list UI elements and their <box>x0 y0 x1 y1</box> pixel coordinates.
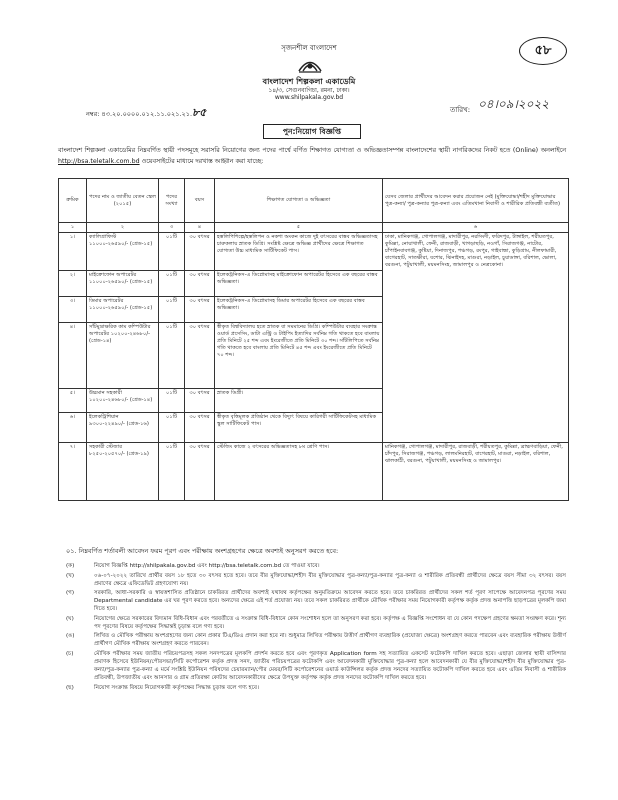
row-serial: ১। <box>59 233 87 271</box>
org-address: ১৪/৩, সেগুনবাগিচা, রমনা, ঢাকা। <box>268 87 350 94</box>
date-value: ০৪।০৯।২০২২ <box>478 97 549 111</box>
row-qualification: হস্তলিপিশিল্পে/হস্তলিপন ও নকশা অংকন কাজে দুই বৎসরের বাস্তব অভিজ্ঞতাসহ চারুকলায় স্নাতক ডিগ্রি। সংশ্লিষ্ট ক্ষেত্রে অভিজ্ঞ প্রার্থীদের ক্ষেত্রে শিক্ষাগত যোগ্যতা উচ্চ মাধ্যমিক সার্টিফিকেট পাস। <box>215 233 383 271</box>
row-count: ০১টি <box>159 389 185 413</box>
teletalk-link[interactable]: http://bsa.teletalk.com.bd <box>58 158 140 165</box>
table-row <box>59 233 569 271</box>
condition-item <box>66 589 566 613</box>
districts-group-2: মানিকগঞ্জ, গোপালগঞ্জ, মাদারীপুর, রাজবাড়ী, শরীয়তপুর, কুমিল্লা, ব্রাহ্মণবাড়িয়া, ফেনী, চাঁদপুর, সিরাজগঞ্জ, পঞ্চগড়, লালমনিরহাট, বাগেরহাট, মাগুরা, নড়াইল, বরিশাল, ঝালকাঠী, বরগুনা, পটুয়াখালী, ময়মনসিংহ ও জামালপুর। <box>383 443 569 501</box>
condition-text: ০৬-০৭-২০২২ তারিখে প্রার্থীর বয়স ১৮ হতে ৩০ বৎসর হতে হবে। তবে বীর মুক্তিযোদ্ধা/শহীদ বীর মুক্তিযোদ্ধার পুত্র-কন্যা/পুত্র-কন্যার পুত্র-কন্যা ও শারীরিক প্রতিবন্ধী প্রার্থীদের ক্ষেত্রে বয়স সীমা ৩২ বৎসর। বয়স প্রমাণের ক্ষেত্রে এফিডেভিট গ্রহণযোগ্য নয়। <box>94 572 566 587</box>
date-label: তারিখ: <box>450 106 471 114</box>
row-post: মাইক্রোফোন অপারেটর ১১০০০-২৬৫৯০/- (গ্রেড-১৫) <box>87 271 159 297</box>
condition-item <box>66 684 566 692</box>
academy-emblem-icon <box>296 52 324 74</box>
condition-key: (ক) <box>66 563 75 569</box>
row-qualification: স্বীকৃত বিশ্ববিদ্যালয় হতে স্নাতক বা সমমানের ডিগ্রি। কম্পিউটার ব্যবহার সংক্রান্ত ওয়ার্ড প্রসেসিং, ডাটা এন্ট্রি ও টাইপিং ইত্যাদির সর্বনিম্ন গতি থাকতে হবে বাংলায় প্রতি মিনিটে ২৫ শব্দ এবং ইংরেজীতে প্রতি মিনিটে ৩০ শব্দ। সাঁটলিপিতে সর্বনিম্ন গতি থাকতে হবে বাংলায় প্রতি মিনিটে ৪৫ শব্দ এবং ইংরেজীতে প্রতি মিনিটে ৭০ শব্দ। <box>215 323 383 389</box>
col-number: ৪ <box>185 223 215 233</box>
condition-item <box>66 650 566 682</box>
org-website: www.shilpakala.gov.bd <box>274 94 344 101</box>
header-post: পদের নাম ও জাতীয় বেতন স্কেল (২০১৫) <box>87 179 159 223</box>
row-serial: ৭। <box>59 443 87 501</box>
row-age: ৩০ বৎসর <box>185 443 215 501</box>
conditions-list <box>66 562 566 693</box>
row-qualification: স্নাতক ডিগ্রী। <box>215 389 383 413</box>
col-number: ৫ <box>215 223 383 233</box>
header-count: পদের সংখ্যা <box>159 179 185 223</box>
condition-key: (ঘ) <box>66 615 74 622</box>
condition-key: (চ) <box>66 650 74 657</box>
row-post: ডিমার অপারেটর ১১০০০-২৬৫৯০/- (গ্রেড-১৫) <box>87 297 159 323</box>
row-age: ৩০ বৎসর <box>185 323 215 389</box>
condition-key: (ঙ) <box>66 633 75 640</box>
districts-group-1: ঢাকা, মানিকগঞ্জ, গোপালগঞ্জ, মাদারীপুর, নরসিংদী, ফরিদপুর, টাঙ্গাইল, শরীয়তপুর, কুমিল্লা, নোয়াখালী, ফেনী, রাজবাড়ী, খাগড়াছড়ি, নওগাঁ, সিরাজগঞ্জ, নাটোর, চাঁপাইনবাবগঞ্জ, কুষ্টিয়া, দিনাজপুর, পঞ্চগড়, রংপুর, গাইবান্ধা, কুড়িগ্রাম, নীলফামারী, বাগেরহাট, সাতক্ষীরা, যশোর, ঝিনাইদহ, মাগুরা, নড়াইল, চুয়াডাঙ্গা, বরিশাল, ভোলা, বরগুনা, পটুয়াখালী, ময়মনসিংহ, জামালপুর ও নেত্রকোনা। <box>383 233 569 443</box>
conditions-heading: ০১. নিম্নবর্ণিত শর্তাবলী আবেদন ফরম পূরণ এবং পরীক্ষায় অংশগ্রহণের ক্ষেত্রে অবশ্যই অনুসরণ করতে হবে: <box>66 547 339 555</box>
row-post: ইলেকট্রিশিয়ান ৯৩০০-২২৪৯০/- (গ্রেড-১৬) <box>87 413 159 443</box>
motto: সৃজনশীল বাংলাদেশ <box>281 44 337 52</box>
intro-text-1: বাংলাদেশ শিল্পকলা একাডেমির নিম্নবর্ণিত স্থায়ী পদসমূহে সরাসরি নিয়োগের জন্য পদের পার্শ্বে বর্ণিত শিক্ষাগত যোগ্যতা ও অভিজ্ঞতাসম্পন্ন বাংলাদেশের স্থায়ী নাগরিকদের নিকট হতে (Online) অনলাইনে <box>58 147 566 154</box>
page-number-stamp: ৫৮ <box>519 37 567 65</box>
header-qualification: শিক্ষাগত যোগ্যতা ও অভিজ্ঞতা <box>215 179 383 223</box>
org-name: বাংলাদেশ শিল্পকলা একাডেমি <box>262 77 356 86</box>
row-count: ০১টি <box>159 443 185 501</box>
condition-item <box>66 562 566 570</box>
header-age: বয়স <box>185 179 215 223</box>
row-age: ৩০ বৎসর <box>185 413 215 443</box>
row-count: ০১টি <box>159 323 185 389</box>
col-number: ৩ <box>159 223 185 233</box>
row-post: উচ্চমান সহকারী ১০২০০-২৪৬৮০/- (গ্রেড-১৪) <box>87 389 159 413</box>
memo-number-text: নম্বর: ৪৩.২০.০০০০.০১২.১১.০২১.২১. <box>86 110 193 118</box>
row-age: ৩০ বৎসর <box>185 297 215 323</box>
condition-item <box>66 632 566 648</box>
posts-table <box>58 178 569 501</box>
memo-number-handwritten: ৮৫ <box>192 106 207 119</box>
condition-text: সরকারি, আধা-সরকারি ও স্বায়ত্তশাসিত প্রতিষ্ঠানে চাকরিরত প্রার্থীদের অবশ্যই যথাযথ কর্তৃপক্ষের অনুমতিক্রমে আবেদন করতে হবে। তবে চাকরিরত প্রার্থীদের সকল শর্ত পূরণ সাপেক্ষে আবেদনপত্র পূরণের সময় Departmental candidate এর ঘর পূরণ করতে হবে। অন্যদের ক্ষেত্রে এই শর্ত প্রযোজ্য নয়। তবে সকল চাকরিরত প্রার্থীকে মৌখিক পরীক্ষার সময় নিয়োগকারী কর্তৃপক্ষ কর্তৃক প্রদত্ত অনাপত্তি ছাড়পত্রের মূলকপি জমা দিতে হবে। <box>94 590 566 613</box>
row-serial: ২। <box>59 271 87 297</box>
notice-title: পুন:নিয়োগ বিজ্ঞপ্তি <box>263 124 361 139</box>
condition-key: (খ) <box>66 572 75 579</box>
col-number: ৬ <box>383 223 569 233</box>
condition-key: (গ) <box>66 590 75 597</box>
col-number: ২ <box>87 223 159 233</box>
memo-number <box>86 104 206 123</box>
row-age: ৩০ বৎসর <box>185 389 215 413</box>
condition-text: নিয়োগ সংক্রান্ত বিষয়ে নিয়োগকারী কর্তৃপক্ষের সিদ্ধান্ত চূড়ান্ত বলে গণ্য হবে। <box>94 684 259 691</box>
condition-text: মৌখিক পরীক্ষার সময় জাতীয় পরিচয়পত্রসহ সকল সনদপত্রের মূলকপি প্রদর্শন করতে হবে এবং পূরণকৃত Application form সহ সত্যায়িত একসেট ফটোকপি দাখিল করতে হবে। এছাড়া জেলার স্থায়ী বাসিন্দার প্রমাণক হিসেবে ইউনিয়ন/পৌরসভা/সিটি কর্পোরেশন কর্তৃক প্রদত্ত সনদ, জাতীয় পরিচয়পত্রের ফটোকপি এবং আবেদনকারী মুক্তিযোদ্ধার পুত্র-কন্যা হলে আবেদনকারী যে বীর মুক্তিযোদ্ধা/শহীদ বীর মুক্তিযোদ্ধার পুত্র-কন্যা/পুত্র-কন্যার পুত্র-কন্যা এ মর্মে সংশ্লিষ্ট ইউনিয়ন পরিষদের চেয়ারম্যান/পৌর মেয়র/সিটি কর্পোরেশনের ওয়ার্ড কাউন্সিলর কর্তৃক প্রদত্ত সনদের সত্যায়িত ফটোকপি দাখিল করতে হবে এবং এতিম নিবাসী ও শারীরিক প্রতিবন্ধী, উপজাতীয় এবং আনসার ও গ্রাম প্রতিরক্ষা কোটায় আবেদনকারীদের ক্ষেত্রে উপযুক্ত কর্তৃপক্ষ কর্তৃক প্রদত্ত সনদের ফটোকপি দাখিল করতে হবে। <box>94 650 566 681</box>
col-number: ১ <box>59 223 87 233</box>
row-post: সাঁটমুদ্রাক্ষরিক কাম কম্পিউটার অপারেটর ১০২০০-২৪৬৮০/- (গ্রেড-১৪) <box>87 323 159 389</box>
table-header-row <box>59 179 569 223</box>
column-number-row <box>59 223 569 233</box>
row-post: ক্যালিগ্রাফিস্ট ১১০০০-২৬৫৯০/- (গ্রেড-১৫) <box>87 233 159 271</box>
row-age: ৩০ বৎসর <box>185 233 215 271</box>
condition-text: নিয়োগ বিজ্ঞপ্তি http://shilpakala.gov.bd এবং http://bsa.teletalk.com.bd তে পাওয়া যাবে। <box>94 563 320 569</box>
row-count: ০১টি <box>159 271 185 297</box>
row-count: ০১টি <box>159 297 185 323</box>
row-serial: ৬। <box>59 413 87 443</box>
row-qualification: স্বীকৃত বৃত্তিমূলক প্রতিষ্ঠান থেকে বিদ্যুৎ বিষয়ে কারিগরী সার্টিফিকেটসহ মাধ্যমিক স্কুল সার্টিফিকেট পাস। <box>215 413 383 443</box>
row-count: ০১টি <box>159 413 185 443</box>
intro-text-2: ওয়েবসাইটের মাধ্যমে দরখাস্ত আহ্বান করা যাচ্ছে: <box>141 158 264 165</box>
row-count: ০১টি <box>159 233 185 271</box>
notice-intro <box>58 145 566 167</box>
row-qualification: ইলেকট্রনিকস-এ ডিপ্লোমাসহ মাইক্রোফোন অপারেটর হিসেবে এক বছরের বাস্তব অভিজ্ঞতা। <box>215 271 383 297</box>
row-qualification: ইলেকট্রনিকস-এ ডিপ্লোমাসহ ডিমার অপারেটর হিসেবে এক বছরের বাস্তব অভিজ্ঞতা। <box>215 297 383 323</box>
header-districts: যেসব জেলার প্রার্থীদের আবেদন করার প্রয়োজন নেই (মুক্তিযোদ্ধা/শহীদ মুক্তিযোদ্ধার পুত্র-কন্যা/ পুত্র-কন্যার পুত্র-কন্যা এবং এতিমখানা নিবাসী ও শারীরিক প্রতিবন্ধী ব্যতীত) <box>383 179 569 223</box>
row-qualification: স্টেজিং কাজে ২ বৎসরের অভিজ্ঞতাসহ ৮ম শ্রেণি পাস। <box>215 443 383 501</box>
table-row <box>59 443 569 501</box>
condition-text: লিখিত ও মৌখিক পরীক্ষায় অংশগ্রহণের জন্য কোন প্রকার টিএ/ডিএ প্রদান করা হবে না। শুধুমাত্র লিখিত পরীক্ষায় উত্তীর্ণ প্রার্থীগণ ব্যবহারিক (প্রযোজ্য ক্ষেত্রে) অংশগ্রহণ করতে পারবেন এবং ব্যবহারিক পরীক্ষায় উত্তীর্ণ প্রার্থীগণ মৌখিক পরীক্ষায় অংশগ্রহণ করতে পারবেন। <box>94 633 566 648</box>
row-serial: ৪। <box>59 323 87 389</box>
row-post: সহকারী স্টেজার ৮২৫০-২০৫৭০/- (গ্রেড-১৯) <box>87 443 159 501</box>
header-serial: ক্রমিক <box>59 179 87 223</box>
row-serial: ৫। <box>59 389 87 413</box>
condition-item <box>66 615 566 631</box>
row-serial: ৩। <box>59 297 87 323</box>
condition-text: নিয়োগের ক্ষেত্রে সরকারের বিদ্যমান বিধি-বিধান এবং পরবর্তীতে এ সংক্রান্ত বিধি-বিধানে কোন সংশোধন হলে তা অনুসরণ করা হবে। কর্তৃপক্ষ এ বিজ্ঞপ্তি সংশোধন বা যে কোন পদক্ষেপ গ্রহণের ক্ষমতা সংরক্ষণ করে। শূন্য পদ পূরণের বিষয়ে কর্তৃপক্ষের সিদ্ধান্তই চূড়ান্ত বলে গণ্য হবে। <box>94 615 566 630</box>
row-age: ৩০ বৎসর <box>185 271 215 297</box>
condition-key: (ছ) <box>66 684 74 691</box>
condition-item <box>66 572 566 588</box>
